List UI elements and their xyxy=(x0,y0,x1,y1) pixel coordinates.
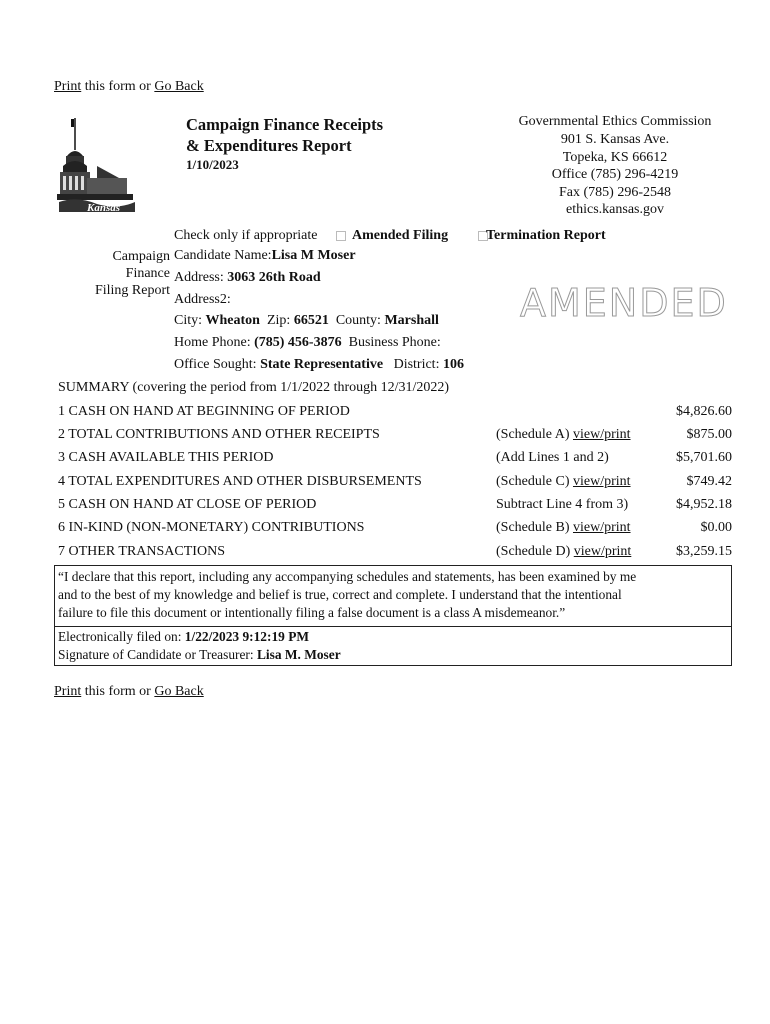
summary-row-amount: $4,952.18 xyxy=(676,497,732,512)
commission-office-phone: Office (785) 296-4219 xyxy=(551,167,679,182)
filed-on-label: Electronically filed on: xyxy=(58,629,185,644)
amended-stamp: AMENDED xyxy=(520,281,728,325)
signature-label: Signature of Candidate or Treasurer: xyxy=(58,647,257,662)
signature-value: Lisa M. Moser xyxy=(256,647,341,662)
summary-row xyxy=(58,520,738,542)
view-print-link[interactable]: view/print xyxy=(573,544,632,559)
capitol-building-logo xyxy=(57,116,137,214)
declaration-line: “I declare that this report, including any accompanying schedules and statements, has been examined by me xyxy=(58,569,637,584)
check-label: Check only if appropriate xyxy=(174,228,318,243)
report-date: 1/10/2023 xyxy=(186,157,239,172)
print-link[interactable]: Print xyxy=(54,684,82,699)
commission-fax: Fax (785) 296-2548 xyxy=(559,185,671,200)
summary-row-amount: $875.00 xyxy=(686,427,732,442)
amended-checkbox[interactable] xyxy=(336,231,346,241)
county-value: Marshall xyxy=(384,313,439,328)
declaration-line: and to the best of my knowledge and belief is true, correct and complete. I understand that the intentional xyxy=(58,587,622,602)
summary-row-schedule xyxy=(496,520,631,536)
summary-row-label: 2 TOTAL CONTRIBUTIONS AND OTHER RECEIPTS xyxy=(58,427,380,442)
county-label: County: xyxy=(335,313,381,328)
summary-row xyxy=(58,474,738,496)
summary-row-schedule xyxy=(496,427,631,443)
nav-text: this form or xyxy=(81,684,155,699)
side-label-finance: Finance xyxy=(125,266,170,281)
candidate-name-row xyxy=(174,248,356,264)
schedule-text: (Schedule A) xyxy=(496,427,573,442)
office-sought-label: Office Sought: xyxy=(174,357,257,372)
address-row xyxy=(174,270,321,286)
summary-row xyxy=(58,450,738,472)
summary-row-amount: $5,701.60 xyxy=(676,450,732,465)
office-sought-value: State Representative xyxy=(260,357,384,372)
summary-row-label: 1 CASH ON HAND AT BEGINNING OF PERIOD xyxy=(58,404,350,419)
filed-on-row xyxy=(58,628,728,646)
address-value: 3063 26th Road xyxy=(227,270,321,285)
summary-heading: SUMMARY (covering the period from 1/1/2022 through 12/31/2022) xyxy=(58,380,450,395)
summary-row xyxy=(58,497,738,519)
summary-row-label: 5 CASH ON HAND AT CLOSE OF PERIOD xyxy=(58,497,317,512)
city-row xyxy=(174,313,439,329)
go-back-link[interactable]: Go Back xyxy=(154,684,204,699)
summary-row-label: 7 OTHER TRANSACTIONS xyxy=(58,544,225,559)
summary-row-amount: $4,826.60 xyxy=(676,404,732,419)
city-value: Wheaton xyxy=(205,313,260,328)
summary-row xyxy=(58,544,738,566)
zip-value: 66521 xyxy=(293,313,329,328)
city-label: City: xyxy=(174,313,203,328)
top-nav xyxy=(54,79,204,95)
district-label: District: xyxy=(393,357,440,372)
signature-row xyxy=(58,646,728,664)
summary-row-amount: $0.00 xyxy=(700,520,732,535)
home-phone-value: (785) 456-3876 xyxy=(254,335,342,350)
home-phone-label: Home Phone: xyxy=(174,335,251,350)
schedule-text: (Schedule D) xyxy=(496,544,574,559)
summary-row xyxy=(58,404,738,426)
declaration-box xyxy=(54,565,732,627)
zip-label: Zip: xyxy=(266,313,291,328)
district-value: 106 xyxy=(442,357,464,372)
summary-row-schedule: (Add Lines 1 and 2) xyxy=(496,450,609,465)
schedule-text: (Schedule B) xyxy=(496,520,573,535)
summary-row-schedule: Subtract Line 4 from 3) xyxy=(496,497,629,512)
candidate-name-label: Candidate Name: xyxy=(174,248,272,263)
view-print-link[interactable]: view/print xyxy=(572,474,631,489)
report-title-line2: & Expenditures Report xyxy=(186,136,352,155)
summary-row-label: 4 TOTAL EXPENDITURES AND OTHER DISBURSEMENTS xyxy=(58,474,422,489)
amended-filing-label: Amended Filing xyxy=(352,228,449,243)
commission-street: 901 S. Kansas Ave. xyxy=(560,132,670,147)
view-print-link[interactable]: view/print xyxy=(572,427,631,442)
office-row xyxy=(174,357,464,373)
svg-text:Kansas: Kansas xyxy=(87,202,121,214)
go-back-link[interactable]: Go Back xyxy=(154,79,204,94)
address2-label: Address2: xyxy=(174,292,231,307)
summary-row-label: 3 CASH AVAILABLE THIS PERIOD xyxy=(58,450,274,465)
declaration-line: failure to file this document or intentionally filing a false document is a class A misdemeanor.” xyxy=(58,605,566,620)
side-label-campaign: Campaign xyxy=(112,249,170,264)
filed-on-value: 1/22/2023 9:12:19 PM xyxy=(184,629,310,644)
commission-website: ethics.kansas.gov xyxy=(566,202,664,217)
view-print-link[interactable]: view/print xyxy=(572,520,631,535)
address2-row xyxy=(174,292,231,308)
filing-box xyxy=(54,626,732,666)
summary-row-label: 6 IN-KIND (NON-MONETARY) CONTRIBUTIONS xyxy=(58,520,365,535)
side-label-filing-report: Filing Report xyxy=(94,283,170,298)
schedule-text: (Schedule C) xyxy=(496,474,573,489)
summary-row-schedule xyxy=(496,474,631,490)
business-phone-label: Business Phone: xyxy=(348,335,441,350)
commission-name: Governmental Ethics Commission xyxy=(518,114,712,129)
summary-row-amount: $3,259.15 xyxy=(676,544,732,559)
summary-row xyxy=(58,427,738,449)
commission-city: Topeka, KS 66612 xyxy=(562,150,668,165)
termination-report-label: Termination Report xyxy=(486,228,606,243)
summary-row-amount: $749.42 xyxy=(686,474,732,489)
phone-row xyxy=(174,335,441,351)
nav-text: this form or xyxy=(81,79,155,94)
address-label: Address: xyxy=(174,270,224,285)
summary-row-schedule xyxy=(496,544,631,560)
print-link[interactable]: Print xyxy=(54,79,82,94)
report-title-line1: Campaign Finance Receipts xyxy=(186,115,384,134)
bottom-nav xyxy=(54,684,204,700)
candidate-name: Lisa M Moser xyxy=(271,248,356,263)
